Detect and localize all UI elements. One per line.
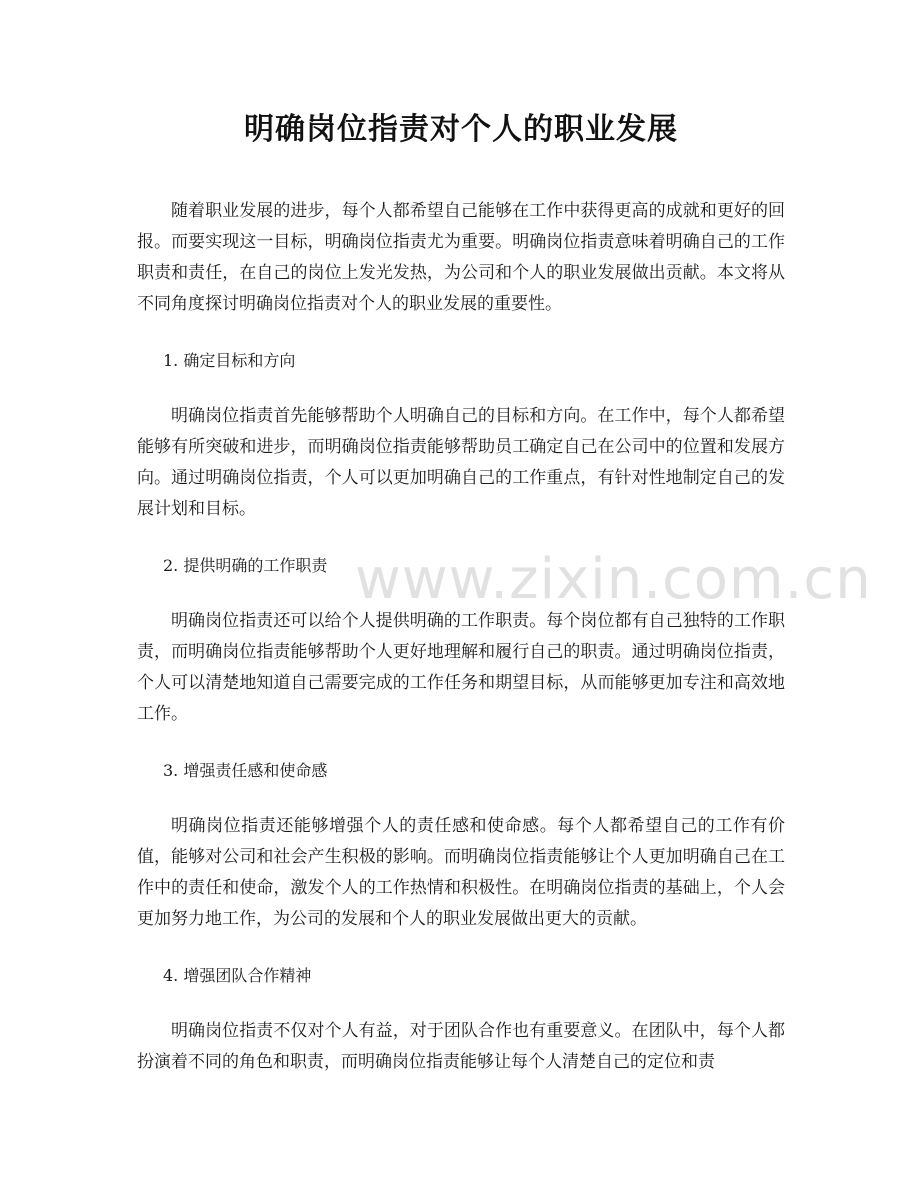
section-body-4: 明确岗位指责不仅对个人有益，对于团队合作也有重要意义。在团队中，每个人都扮演着不同的角色和职责，而明确岗位指责能够让每个人清楚自己的定位和责 <box>137 1021 785 1072</box>
section-body-3: 明确岗位指责还能够增强个人的责任感和使命感。每个人都希望自己的工作有价值，能够对公司和社会产生积极的影响。而明确岗位指责能够让个人更加明确自己在工作中的责任和使命，激发个人的工作热情和积极性。在明确岗位指责的基础上，个人会更加努力地工作，为公司的发展和个人的职业发展做出更大的贡献。 <box>137 816 785 929</box>
section-body-1: 明确岗位指责首先能够帮助个人明确自己的目标和方向。在工作中，每个人都希望能够有所突破和进步，而明确岗位指责能够帮助员工确定自己在公司中的位置和发展方向。通过明确岗位指责，个人可以更加明确自己的工作重点，有针对性地制定自己的发展计划和目标。 <box>137 406 785 519</box>
section-heading-4: 4. 增强团队合作精神 <box>163 966 312 985</box>
watermark: www.zixin.com.cn <box>355 547 872 612</box>
section-heading-3: 3. 增强责任感和使命感 <box>163 761 328 780</box>
document-content <box>137 108 785 1078</box>
section-heading-2: 2. 提供明确的工作职责 <box>163 556 328 575</box>
section-heading-1: 1. 确定目标和方向 <box>163 351 296 370</box>
intro-paragraph: 随着职业发展的进步，每个人都希望自己能够在工作中获得更高的成就和更好的回报。而要实现这一目标，明确岗位指责尤为重要。明确岗位指责意味着明确自己的工作职责和责任，在自己的岗位上发光发热，为公司和个人的职业发展做出贡献。本文将从不同角度探讨明确岗位指责对个人的职业发展的重要性。 <box>137 201 785 314</box>
document-title: 明确岗位指责对个人的职业发展 <box>244 112 678 147</box>
section-body-2: 明确岗位指责还可以给个人提供明确的工作职责。每个岗位都有自己独特的工作职责，而明确岗位指责能够帮助个人更好地理解和履行自己的职责。通过明确岗位指责，个人可以清楚地知道自己需要完成的工作任务和期望目标，从而能够更加专注和高效地工作。 <box>137 611 785 724</box>
